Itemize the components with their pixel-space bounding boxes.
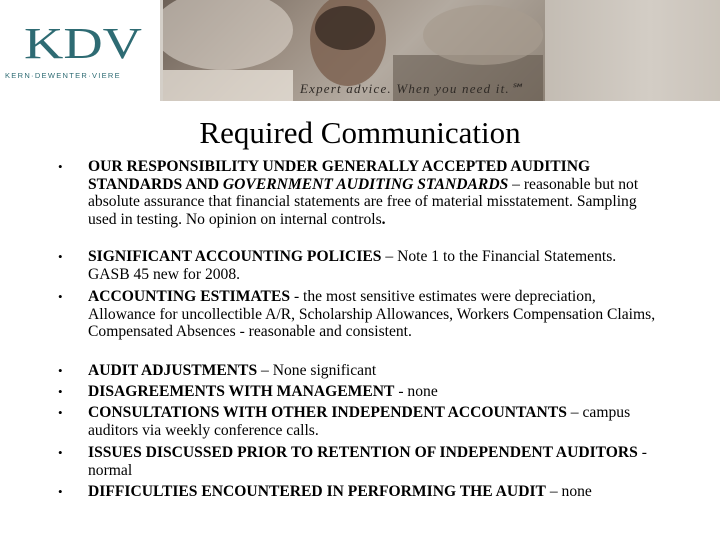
bullet-text	[88, 248, 656, 283]
header-banner	[0, 0, 720, 101]
bullet-dot: •	[58, 405, 63, 420]
bullet-body: - none	[394, 383, 438, 400]
bullet-text	[88, 444, 656, 479]
tagline: Expert advice. When you need it.℠	[300, 81, 525, 96]
bullet-heading: ACCOUNTING ESTIMATES	[88, 288, 291, 305]
kdv-logo	[24, 20, 154, 64]
bullet-heading: ISSUES DISCUSSED PRIOR TO RETENTION OF INDEPENDENT AUDITORS	[88, 444, 638, 461]
logo-subtext: KERN·DEWENTER·VIERE	[5, 71, 121, 80]
bullet-body: – reasonable but not absolute assurance that financial statements are free of material misstatement. Sampling used in testing. No opinion on internal controls	[88, 175, 639, 228]
logo-text: KDV	[24, 20, 143, 64]
bullet-dot: •	[58, 249, 63, 264]
bullet-heading: DISAGREEMENTS WITH MANAGEMENT	[88, 383, 395, 400]
bullet-text	[88, 288, 656, 341]
bullet-dot: •	[58, 159, 63, 174]
bullet-body: - normal	[88, 444, 647, 479]
bullet-heading: DIFFICULTIES ENCOUNTERED IN PERFORMING THE AUDIT	[88, 483, 546, 500]
bullet-text	[88, 483, 656, 501]
slide-title: Required Communication	[199, 115, 521, 150]
bullet-body: – None significant	[257, 362, 377, 379]
bullet-text	[88, 383, 656, 401]
bullet-body: - the most sensitive estimates were depreciation, Allowance for uncollectible A/R, Scholarship Allowances, Workers Compensation Claims, Compensated Absences - reasonable and consistent.	[88, 288, 656, 340]
bullet-dot: •	[58, 289, 63, 304]
bullet-body: – Note 1 to the Financial Statements. GASB 45 new for 2008.	[88, 248, 617, 283]
bullet-dot: •	[58, 363, 63, 378]
bullet-heading: OUR RESPONSIBILITY UNDER GENERALLY ACCEPTED AUDITING STANDARDS AND	[88, 158, 591, 193]
header-side-panel	[545, 0, 720, 101]
bullet-dot: •	[58, 445, 63, 460]
bullet-dot: •	[58, 484, 63, 499]
bullet-text	[88, 158, 656, 228]
bullet-text	[88, 362, 656, 380]
logo-panel	[0, 0, 160, 101]
bullet-heading-italic: GOVERNMENT AUDITING STANDARDS	[222, 175, 509, 193]
bullet-heading: AUDIT ADJUSTMENTS	[88, 362, 258, 379]
bullet-dot: •	[58, 384, 63, 399]
bullet-tail: .	[381, 210, 386, 228]
bullet-heading: SIGNIFICANT ACCOUNTING POLICIES	[88, 248, 382, 265]
bullet-text	[88, 404, 656, 439]
bullet-body: – none	[545, 483, 592, 500]
bullet-body: – campus auditors via weekly conference calls.	[88, 404, 631, 439]
bullet-heading: CONSULTATIONS WITH OTHER INDEPENDENT ACCOUNTANTS	[88, 404, 567, 421]
